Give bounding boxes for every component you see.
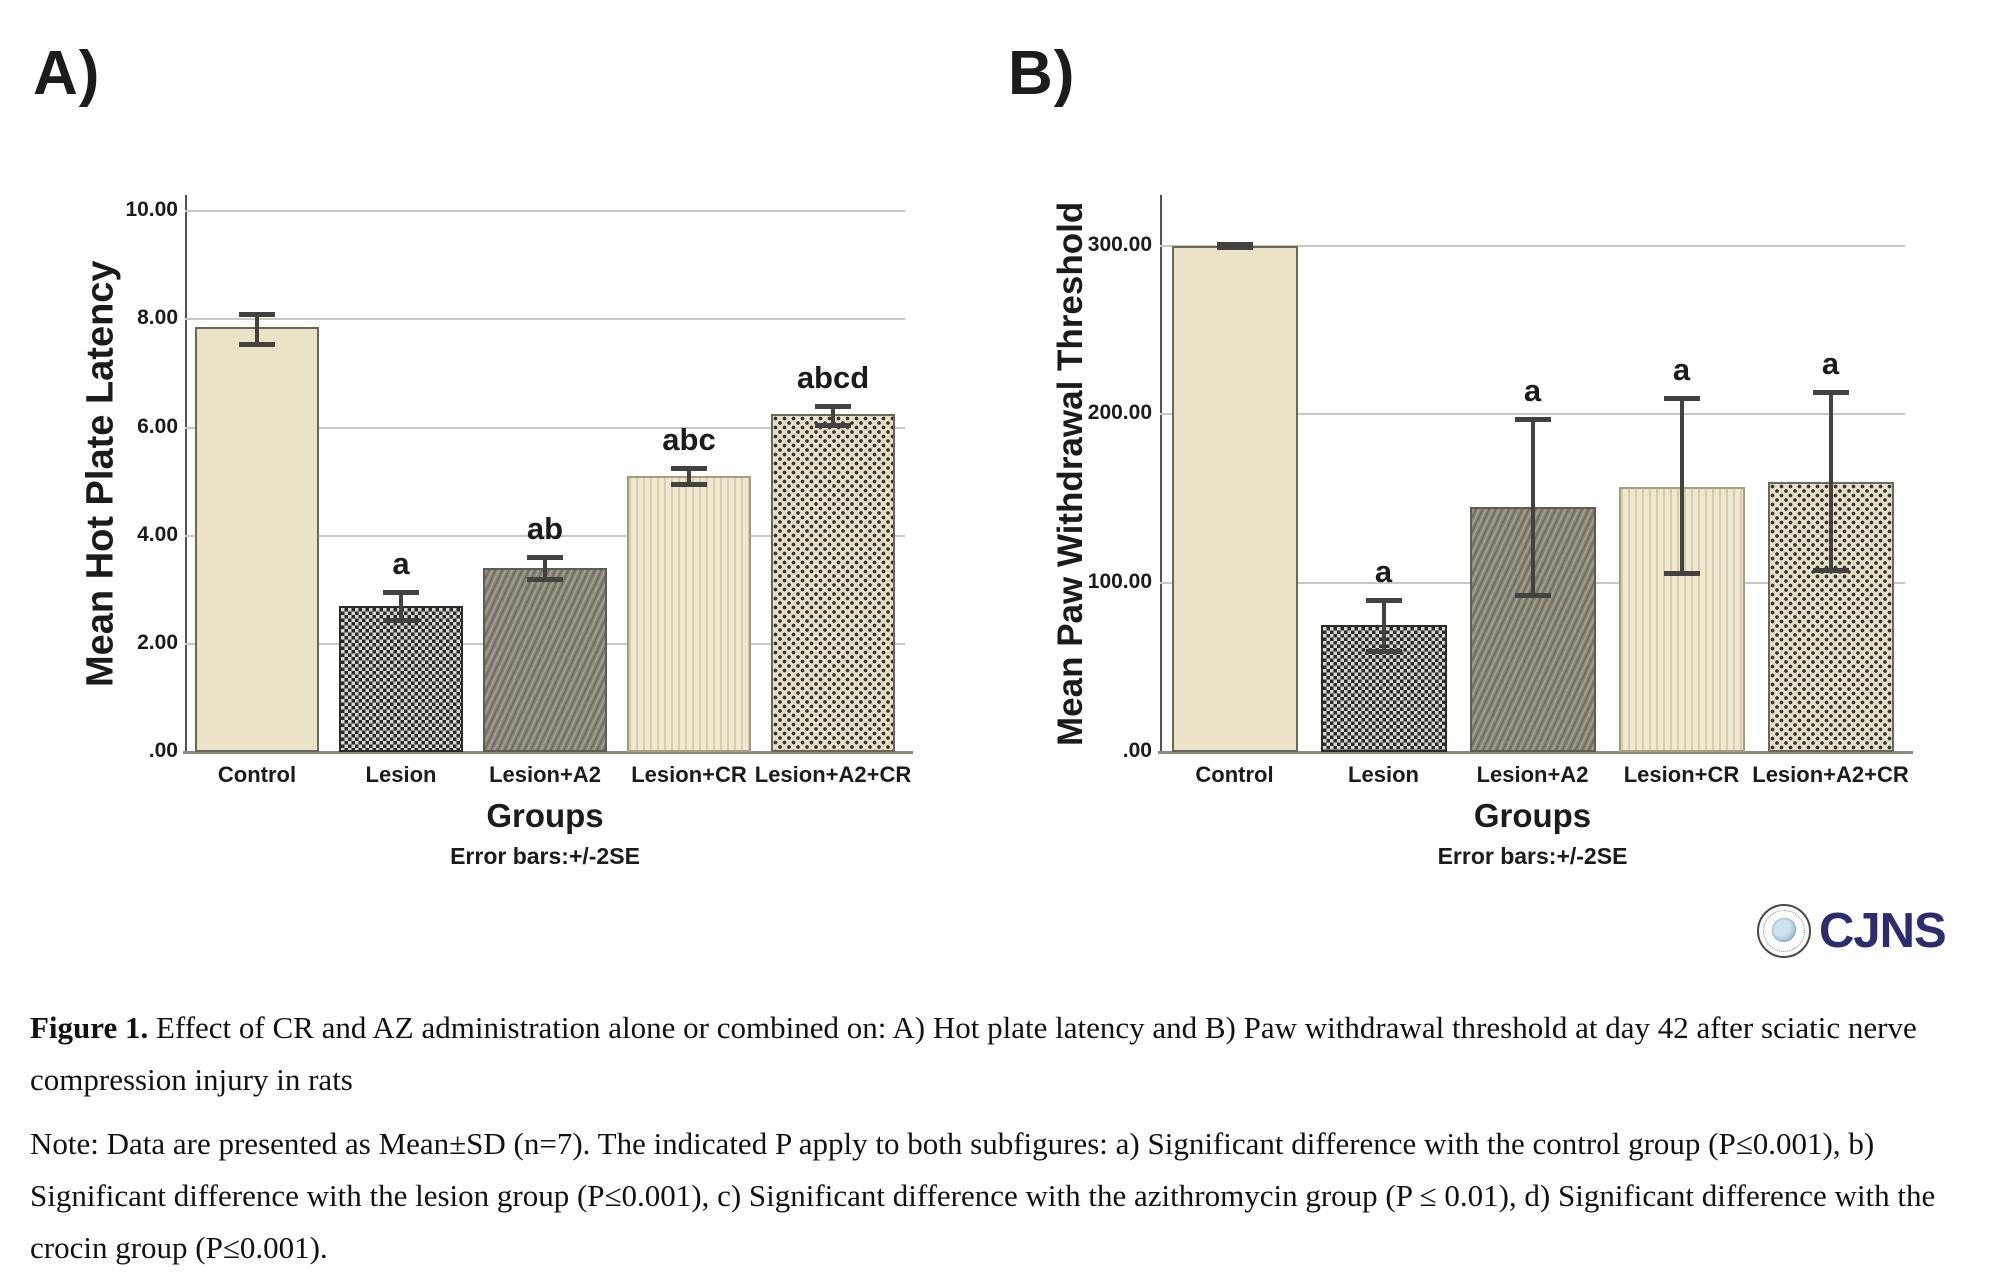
x-tick-label: Lesion+A2 [1476, 762, 1589, 787]
error-bar-cap [383, 590, 419, 595]
journal-seal-icon [1757, 904, 1811, 958]
error-bar-whisker [543, 557, 547, 579]
error-bar-cap [1366, 598, 1402, 603]
significance-label: abc [662, 422, 716, 458]
significance-label: a [1523, 373, 1542, 409]
bar-lesion-a2-cr [771, 414, 895, 752]
x-tick-label: Control [1195, 762, 1274, 787]
significance-label: a [1821, 346, 1840, 382]
error-bar-cap [239, 312, 275, 317]
x-axis-title-a: Groups [486, 797, 604, 834]
error-bar-whisker [1829, 392, 1833, 569]
error-bar-cap [1366, 649, 1402, 654]
gridline [185, 210, 905, 212]
error-bar-cap [815, 423, 851, 428]
panel-b-label: B) [1008, 39, 1076, 108]
error-bar-cap [1813, 568, 1849, 573]
x-tick-label: Lesion+A2+CR [754, 762, 912, 787]
error-bar-cap [527, 555, 563, 560]
gridline [185, 318, 905, 320]
cjns-logo [1757, 903, 1946, 959]
error-bar-cap [1813, 390, 1849, 395]
error-bar-whisker [1531, 419, 1535, 595]
bar-lesion-a2 [483, 568, 607, 752]
error-bars-note-a: Error bars:+/-2SE [450, 843, 640, 869]
error-bar-whisker [255, 314, 259, 344]
bar-lesion-cr [627, 476, 751, 752]
significance-label: a [1374, 554, 1393, 590]
y-tick-label: 4.00 [137, 522, 178, 546]
x-tick-label: Lesion [1348, 762, 1419, 787]
error-bar-cap [815, 404, 851, 409]
figure-caption-label: Figure 1. [30, 1010, 149, 1045]
error-bar-cap [527, 577, 563, 582]
error-bar-cap [1515, 593, 1551, 598]
error-bar-cap [671, 466, 707, 471]
significance-label: a [392, 546, 410, 582]
figure-note: Note: Data are presented as Mean±SD (n=7). The indicated P apply to both subfigures: a) Significant difference with the control group (P≤0.001), b) Significant difference with the lesion group (P≤0.001), c) Significant difference with the azithromycin group (P ≤ 0.01), d) Significant difference with the crocin group (P≤0.001). [30, 1126, 1936, 1265]
error-bar-cap [671, 482, 707, 487]
error-bar-cap [383, 618, 419, 623]
y-tick-label: 2.00 [137, 630, 178, 654]
x-tick-label: Lesion+A2+CR [1752, 762, 1909, 787]
significance-label: ab [526, 511, 564, 547]
y-tick-label: .00 [1122, 739, 1152, 762]
y-tick-label: 300.00 [1087, 232, 1152, 256]
x-tick-label: Lesion [365, 762, 437, 787]
y-tick-label: 6.00 [137, 414, 178, 438]
significance-label: a [1672, 351, 1691, 387]
x-tick-label: Control [217, 762, 297, 787]
x-tick-label: Lesion+A2 [489, 762, 601, 787]
error-bar-cap [1217, 245, 1253, 250]
error-bar-whisker [1680, 398, 1684, 574]
error-bar-cap [1515, 417, 1551, 422]
x-axis-title-b: Groups [1473, 797, 1592, 834]
x-tick-label: Lesion+CR [1623, 762, 1740, 787]
bar-control [1172, 246, 1298, 752]
y-tick-label: 10.00 [125, 198, 178, 222]
figure-caption [30, 1002, 1945, 1106]
error-bar-whisker [399, 592, 403, 619]
y-tick-label: 8.00 [137, 306, 178, 330]
bar-lesion [339, 606, 463, 752]
x-tick-label: Lesion+CR [631, 762, 747, 787]
panel-a-label: A) [33, 39, 101, 108]
error-bars-note-b: Error bars:+/-2SE [1437, 843, 1628, 869]
y-axis-title-hot-plate-latency: Mean Hot Plate Latency [79, 260, 122, 687]
error-bar-cap [1664, 396, 1700, 401]
bar-control [195, 327, 319, 752]
error-bar-cap [1664, 571, 1700, 576]
y-axis-title-paw-withdrawal-threshold: Mean Paw Withdrawal Threshold [1051, 201, 1090, 746]
error-bar-cap [239, 342, 275, 347]
y-tick-label: 100.00 [1087, 570, 1152, 594]
figure-caption-text: Effect of CR and AZ administration alone or combined on: A) Hot plate latency and B) Paw withdrawal threshold at day 42 after sciatic nerve compression injury in rats [30, 1010, 1917, 1097]
y-tick-label: 200.00 [1087, 401, 1152, 425]
significance-label: abcd [796, 359, 870, 395]
error-bar-whisker [1382, 600, 1386, 651]
y-tick-label: .00 [148, 739, 178, 762]
journal-name: CJNS [1819, 904, 1946, 958]
